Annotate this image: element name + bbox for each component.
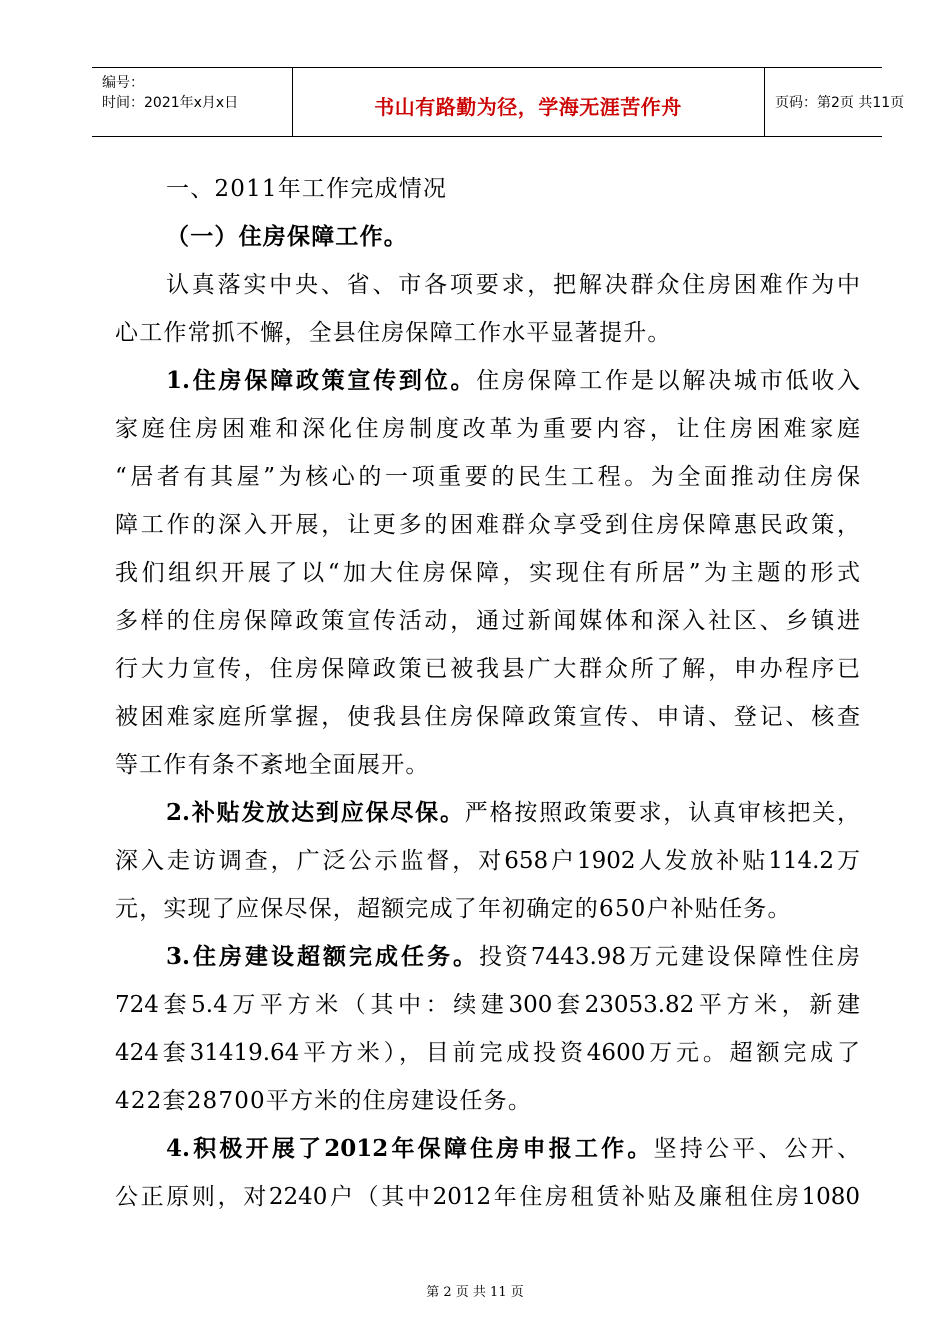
paragraph-line: 被困难家庭所掌握，使我县住房保障政策宣传、申请、登记、核查	[115, 704, 860, 730]
item-first-line	[115, 357, 860, 405]
item-first-line	[115, 789, 860, 837]
document-time-label: 时间：2021年x月x日	[102, 95, 239, 111]
item-text: 严格按照政策要求，认真审核把关，	[464, 800, 861, 826]
paragraph-line: 认真落实中央、省、市各项要求，把解决群众住房困难作为中	[166, 272, 860, 298]
page-header	[92, 67, 905, 137]
header-motto: 书山有路勤为径，学海无涯苦作舟	[374, 95, 682, 119]
item-text: 投资7443.98万元建设保障性住房	[478, 944, 860, 970]
document-code-label: 编号：	[102, 75, 144, 91]
paragraph-line: “居者有其屋”为核心的一项重要的民生工程。为全面推动住房保	[115, 464, 860, 490]
paragraph-line: 422套28700平方米的住房建设任务。	[115, 1088, 533, 1114]
paragraph-line: 724套5.4万平方米（其中：续建300套23053.82平方米，新建	[115, 992, 860, 1018]
item-first-line	[115, 1125, 860, 1173]
item-title: 4.积极开展了2012年保障住房申报工作。	[166, 1135, 654, 1162]
paragraph-line: 心工作常抓不懈，全县住房保障工作水平显著提升。	[115, 320, 672, 346]
header-meta-cell	[92, 68, 293, 136]
paragraph-line: 行大力宣传，住房保障政策已被我县广大群众所了解，申办程序已	[115, 656, 860, 682]
paragraph-line: 我们组织开展了以“加大住房保障，实现住有所居”为主题的形式	[115, 560, 860, 586]
header-page-code: 页码：第2页 共11页	[775, 95, 905, 111]
item-title: 1.住房保障政策宣传到位。	[166, 367, 477, 394]
paragraph-line: 家庭住房困难和深化住房制度改革为重要内容，让住房困难家庭	[115, 416, 860, 442]
paragraph-line: 多样的住房保障政策宣传活动，通过新闻媒体和深入社区、乡镇进	[115, 608, 860, 634]
item-text: 住房保障工作是以解决城市低收入	[476, 368, 860, 394]
section-heading: 一、2011年工作完成情况	[166, 176, 448, 202]
item-title: 2.补贴发放达到应保尽保。	[166, 799, 465, 826]
paragraph-line: 公正原则，对2240户（其中2012年住房租赁补贴及廉租住房1080	[115, 1184, 860, 1210]
page-footer: 第 2 页 共 11 页	[426, 1285, 524, 1300]
paragraph-line: 障工作的深入开展，让更多的困难群众享受到住房保障惠民政策，	[115, 512, 860, 538]
item-text: 坚持公平、公开、	[653, 1136, 860, 1162]
item-first-line	[115, 933, 860, 981]
paragraph-line: 等工作有条不紊地全面展开。	[115, 752, 430, 778]
paragraph-line: 元，实现了应保尽保，超额完成了年初确定的650户补贴任务。	[115, 896, 792, 922]
paragraph-line: 424套31419.64平方米），目前完成投资4600万元。超额完成了	[115, 1040, 860, 1066]
subsection-heading: （一）住房保障工作。	[166, 223, 408, 250]
item-title: 3.住房建设超额完成任务。	[166, 943, 479, 970]
document-body	[115, 165, 860, 1221]
header-motto-cell	[292, 68, 765, 136]
header-page-cell	[765, 68, 905, 136]
paragraph-line: 深入走访调查，广泛公示监督，对658户1902人发放补贴114.2万	[115, 848, 860, 874]
